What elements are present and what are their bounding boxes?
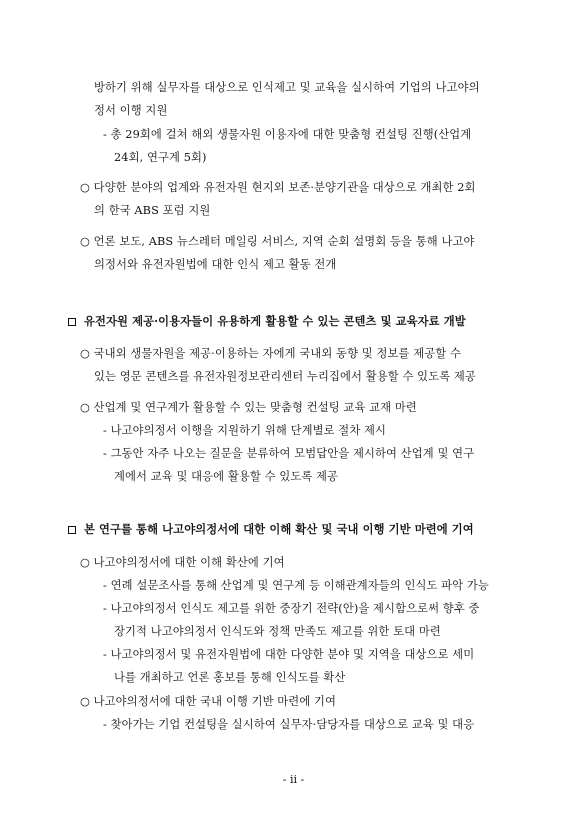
circle-item: ○ 나고야의정서에 대한 국내 이행 기반 마련에 기여 [80, 695, 337, 708]
dash-item: - 연례 설문조사를 통해 산업계 및 연구계 등 이해관계자들의 인식도 파악 가능 [103, 579, 489, 592]
dash-item: - 그동안 자주 나오는 질문을 분류하여 모범답안을 제시하여 산업계 및 연구 [103, 447, 475, 460]
circle-item: ○ 국내외 생물자원을 제공·이용하는 자에게 국내외 동향 및 정보를 제공할 수 [80, 347, 461, 360]
text-line: 의정서와 유전자원법에 대한 인식 제고 활동 전개 [94, 258, 337, 271]
dash-item: - 찾아가는 기업 컨설팅을 실시하여 실무자·담당자를 대상으로 교육 및 대응 [103, 718, 475, 731]
text-line: 방하기 위해 실무자를 대상으로 인식제고 및 교육을 실시하여 기업의 나고야의 [94, 81, 480, 94]
text-line: 나를 개최하고 언론 홍보를 통해 인식도를 확산 [114, 671, 346, 684]
circle-item: ○ 언론 보도, ABS 뉴스레터 메일링 서비스, 지역 순회 설명회 등을 통해 나고야 [80, 235, 475, 248]
text-line: 장기적 나고야의정서 인식도와 정책 만족도 제고를 위한 토대 마련 [114, 625, 441, 638]
dash-item: - 나고야의정서 인식도 제고를 위한 중장기 전략(안)을 제시함으로써 향후 중 [103, 602, 480, 615]
text-line: 있는 영문 콘텐츠를 유전자원정보관리센터 누리집에서 활용할 수 있도록 제공 [94, 370, 476, 383]
dash-item: - 총 29회에 걸쳐 해외 생물자원 이용자에 대한 맞춤형 컨설팅 진행(산업계 [103, 128, 472, 141]
text-line: 의 한국 ABS 포럼 지원 [94, 204, 211, 217]
dash-item: - 나고야의정서 및 유전자원법에 대한 다양한 분야 및 지역을 대상으로 세미 [103, 648, 475, 661]
dash-item: - 나고야의정서 이행을 지원하기 위해 단계별로 절차 제시 [103, 424, 387, 437]
page-number: - ii - [282, 773, 305, 786]
circle-item: ○ 나고야의정서에 대한 이해 확산에 기여 [80, 556, 285, 569]
circle-item: ○ 산업계 및 연구계가 활용할 수 있는 맞춤형 컨설팅 교육 교재 마련 [80, 401, 417, 414]
square-bullet-icon [68, 526, 76, 534]
circle-item: ○ 다양한 분야의 업계와 유전자원 현지외 보존·분양기관을 대상으로 개최한 2회 [80, 181, 476, 194]
section-heading: 본 연구를 통해 나고야의정서에 대한 이해 확산 및 국내 이행 기반 마련에 기여 [84, 522, 474, 536]
square-bullet-icon [68, 318, 76, 326]
text-line: 계에서 교육 및 대응에 활용할 수 있도록 제공 [114, 470, 339, 483]
text-line: 정서 이행 지원 [94, 104, 168, 117]
section-heading: 유전자원 제공·이용자들이 유용하게 활용할 수 있는 콘텐츠 및 교육자료 개발 [84, 314, 466, 328]
text-line: 24회, 연구계 5회) [114, 151, 207, 164]
